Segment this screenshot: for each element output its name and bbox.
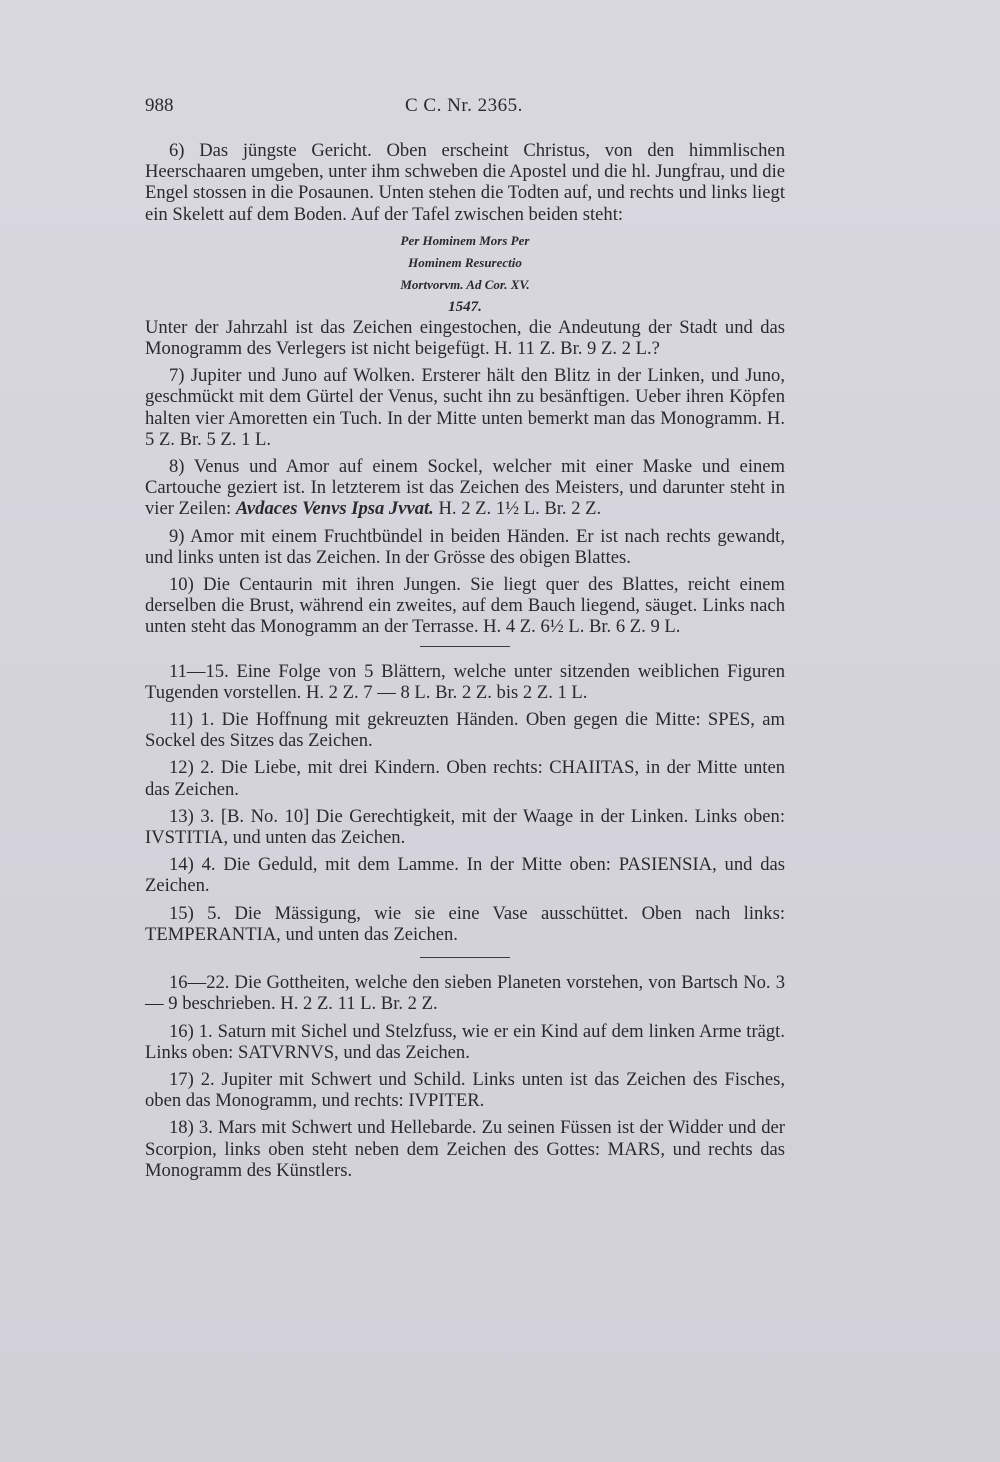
inscription-year: 1547.: [448, 298, 482, 315]
entry-10: 10) Die Centaurin mit ihren Jungen. Sie liegt quer des Blattes, reicht einem derselben die Brust, während ein zweites, auf dem Bauch liegend, säuget. Links nach unten steht das Monogramm an der Terrasse. H. 4 Z. 6½ L. Br. 6 Z. 9 L.: [145, 574, 785, 638]
entry-17: 17) 2. Jupiter mit Schwert und Schild. Links unten ist das Zeichen des Fisches, oben das Monogramm, und rechts: IVPITER.: [145, 1068, 785, 1112]
inscription-line-3: Mortvorvm. Ad Cor. XV.: [400, 276, 530, 292]
inscription-line-1: Per Hominem Mors Per: [400, 232, 530, 248]
entry-9: 9) Amor mit einem Fruchtbündel in beiden Händen. Er ist nach rechts gewandt, und links unten ist das Zeichen. In der Grösse des obigen Blattes.: [145, 525, 785, 568]
entry-14: 14) 4. Die Geduld, mit dem Lamme. In der Mitte oben: PASIENSIA, und das Zeichen.: [145, 854, 785, 897]
body-text: [145, 140, 785, 1187]
entry-16-22: 16—22. Die Gottheiten, welche den sieben Planeten vorstehen, von Bartsch No. 3 — 9 beschrieben. H. 2 Z. 11 L. Br. 2 Z.: [145, 972, 785, 1015]
entry-13: 13) 3. [B. No. 10] Die Gerechtigkeit, mit der Waage in der Linken. Links oben: IVSTITIA, und unten das Zeichen.: [145, 805, 785, 849]
entry-12: 12) 2. Die Liebe, mit drei Kindern. Oben rechts: CHAIITAS, in der Mitte unten das Zeichen.: [145, 757, 785, 800]
entry-8: [145, 456, 785, 520]
entry-6: 6) Das jüngste Gericht. Oben erscheint Christus, von den himmlischen Heerschaaren umgeben, unter ihm schweben die Apostel und die hl. Jungfrau, und die Engel stossen in die Posaunen. Unten stehen die Todten auf, und rechts und links liegt ein Skelett auf dem Boden. Auf der Tafel zwischen beiden steht:: [145, 140, 785, 225]
entry-8-dimensions: H. 2 Z. 1½ L. Br. 2 Z.: [438, 498, 602, 520]
entry-8-text: 8) Venus und Amor auf einem Sockel, welcher mit einer Maske und einem Cartouche geziert ist. In letzterem ist das Zeichen des Meisters, und darunter steht in vier Zeilen:: [145, 456, 785, 520]
entry-11-15: 11—15. Eine Folge von 5 Blättern, welche unter sitzenden weiblichen Figuren Tugenden vorstellen. H. 2 Z. 7 — 8 L. Br. 2 Z. bis 2 Z. 1 L.: [145, 660, 785, 703]
entry-18: 18) 3. Mars mit Schwert und Hellebarde. Zu seinen Füssen ist der Widder und der Scorpion, links oben steht neben dem Zeichen des Gottes: MARS, und rechts das Monogramm des Künstlers.: [145, 1117, 785, 1181]
section-divider-1: [420, 646, 510, 647]
page-header: [145, 95, 785, 125]
section-divider-2: [420, 957, 510, 958]
entry-11: 11) 1. Die Hoffnung mit gekreuzten Händen. Oben gegen die Mitte: SPES, am Sockel des Sitzes das Zeichen.: [145, 709, 785, 752]
page-number: 988: [145, 95, 174, 116]
entry-7: 7) Jupiter und Juno auf Wolken. Ersterer hält den Blitz in der Linken, und Juno, geschmückt mit dem Gürtel der Venus, sucht ihn zu besänftigen. Ueber ihren Köpfen halten vier Amoretten ein Tuch. In der Mitte unten bemerkt man das Monogramm. H. 5 Z. Br. 5 Z. 1 L.: [145, 365, 785, 450]
entry-6-note: Unter der Jahrzahl ist das Zeichen eingestochen, die Andeutung der Stadt und das Monogramm des Verlegers ist nicht beigefügt. H. 11 Z. Br. 9 Z. 2 L.?: [145, 316, 785, 360]
entry-16: 16) 1. Saturn mit Sichel und Stelzfuss, wie er ein Kind auf dem linken Arme trägt. Links oben: SATVRNVS, und das Zeichen.: [145, 1020, 785, 1063]
entry-8-inscription: Avdaces Venvs Ipsa Jvvat.: [235, 498, 434, 520]
inscription-line-2: Hominem Resurectio: [408, 254, 522, 270]
running-head: C C. Nr. 2365.: [405, 95, 523, 116]
entry-15: 15) 5. Die Mässigung, wie sie eine Vase ausschüttet. Oben nach links: TEMPERANTIA, und unten das Zeichen.: [145, 902, 785, 945]
